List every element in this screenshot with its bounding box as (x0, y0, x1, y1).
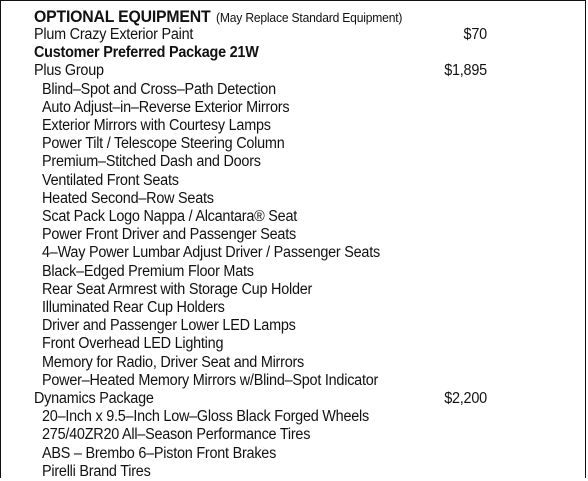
equipment-label: Driver and Passenger Lower LED Lamps (42, 317, 296, 335)
equipment-line (42, 81, 487, 99)
equipment-label: 275/40ZR20 All–Season Performance Tires (42, 426, 311, 444)
equipment-price: $70 (463, 26, 487, 43)
equipment-line (42, 190, 487, 208)
equipment-label: Power–Heated Memory Mirrors w/Blind–Spot Indicator (42, 371, 379, 389)
equipment-label: Customer Preferred Package 21W (34, 44, 259, 62)
equipment-line (42, 117, 487, 135)
equipment-line (34, 62, 487, 80)
section-subtitle: (May Replace Standard Equipment) (216, 10, 403, 25)
equipment-line (42, 408, 487, 426)
equipment-line (42, 244, 487, 262)
equipment-label: Illuminated Rear Cup Holders (42, 299, 225, 316)
equipment-line (42, 281, 487, 299)
equipment-label: Scat Pack Logo Nappa / Alcantara® Seat (42, 208, 298, 225)
equipment-label: Plus Group (34, 62, 104, 80)
equipment-label: Power Front Driver and Passenger Seats (42, 226, 296, 244)
equipment-line (42, 317, 487, 335)
equipment-line (42, 172, 487, 190)
equipment-price: $2,200 (444, 390, 487, 407)
equipment-line (42, 99, 487, 117)
equipment-label: Power Tilt / Telescope Steering Column (42, 135, 285, 153)
equipment-label: Plum Crazy Exterior Paint (34, 26, 194, 43)
equipment-label: ABS – Brembo 6–Piston Front Brakes (42, 444, 277, 462)
equipment-line (42, 226, 487, 244)
equipment-label: 20–Inch x 9.5–Inch Low–Gloss Black Forged Wheels (42, 408, 369, 426)
equipment-label: Memory for Radio, Driver Seat and Mirrors (42, 353, 305, 371)
equipment-label: Blind–Spot and Cross–Path Detection (42, 80, 276, 98)
equipment-line (42, 463, 487, 481)
equipment-label: Dynamics Package (34, 390, 154, 407)
equipment-line (34, 44, 487, 62)
equipment-line (42, 335, 487, 353)
equipment-line (42, 445, 487, 463)
equipment-label: Auto Adjust–in–Reverse Exterior Mirrors (42, 98, 290, 116)
equipment-line (42, 135, 487, 153)
section-header (34, 7, 487, 27)
equipment-line (42, 208, 487, 226)
equipment-line (42, 426, 487, 444)
equipment-label: Black–Edged Premium Floor Mats (42, 262, 254, 280)
equipment-label: Ventilated Front Seats (42, 171, 179, 189)
equipment-line (34, 26, 487, 44)
equipment-label: Rear Seat Armrest with Storage Cup Holder (42, 280, 313, 298)
equipment-label: 4–Way Power Lumbar Adjust Driver / Passenger Seats (42, 244, 380, 262)
section-title: OPTIONAL EQUIPMENT (34, 7, 211, 26)
equipment-line (42, 263, 487, 281)
equipment-label: Premium–Stitched Dash and Doors (42, 153, 261, 171)
equipment-line (42, 153, 487, 171)
equipment-label: Pirelli Brand Tires (42, 462, 151, 480)
equipment-price: $1,895 (444, 62, 487, 80)
equipment-label: Front Overhead LED Lighting (42, 335, 224, 353)
equipment-label: Heated Second–Row Seats (42, 189, 214, 207)
equipment-line (34, 390, 487, 408)
equipment-line (42, 299, 487, 317)
equipment-line (42, 354, 487, 372)
equipment-line (42, 372, 487, 390)
equipment-label: Exterior Mirrors with Courtesy Lamps (42, 117, 271, 134)
